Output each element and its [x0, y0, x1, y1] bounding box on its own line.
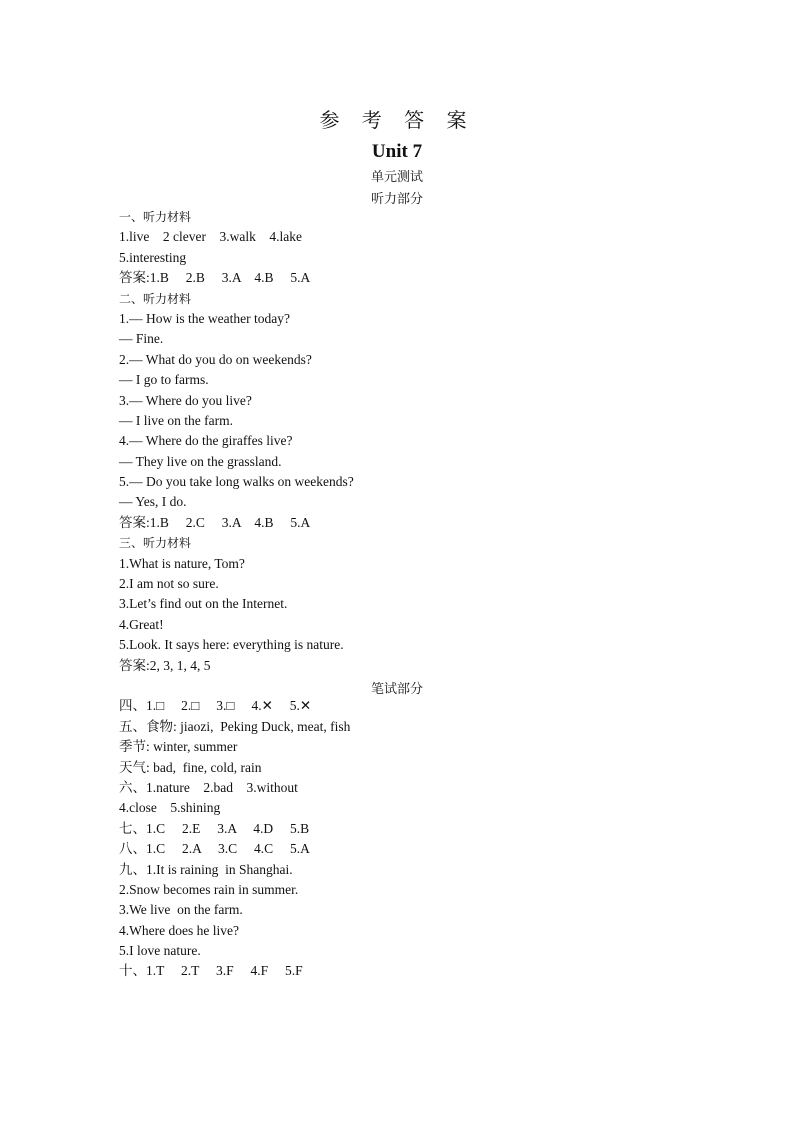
list-item: 七、1.C 2.E 3.A 4.D 5.B	[119, 820, 310, 836]
answer-line-3: 答案:2, 3, 1, 4, 5	[119, 657, 211, 673]
section-heading-3: 三、听力材料	[119, 536, 192, 551]
list-item: 2.I am not so sure.	[119, 576, 219, 592]
list-item: 4.Where does he live?	[119, 922, 239, 938]
list-item: 1.live 2 clever 3.walk 4.lake	[119, 229, 302, 245]
page-title: 参 考 答 案	[319, 108, 475, 132]
unit-test-subtitle: 单元测试	[370, 170, 423, 185]
list-item: 五、食物: jiaozi, Peking Duck, meat, fish	[119, 718, 351, 734]
list-item: 四、1.□ 2.□ 3.□ 4.✕ 5.✕	[119, 698, 312, 714]
list-item: 1.— How is the weather today?	[119, 310, 290, 326]
answer-line-2: 答案:1.B 2.C 3.A 4.B 5.A	[119, 514, 311, 530]
list-item: 十、1.T 2.T 3.F 4.F 5.F	[119, 963, 303, 979]
unit-title: Unit 7	[371, 141, 423, 162]
list-item: — Fine.	[119, 331, 164, 347]
list-item: 4.Great!	[119, 616, 164, 632]
list-item: 2.— What do you do on weekends?	[119, 351, 312, 367]
section-heading-1: 一、听力材料	[119, 210, 192, 224]
list-item: 六、1.nature 2.bad 3.without	[119, 779, 298, 795]
list-item: 季节: winter, summer	[119, 739, 238, 755]
list-item: 5.I love nature.	[119, 943, 201, 959]
list-item: 4.close 5.shining	[119, 800, 221, 816]
list-item: 八、1.C 2.A 3.C 4.C 5.A	[119, 841, 310, 857]
list-item: — I live on the farm.	[119, 412, 233, 428]
answer-lines	[119, 207, 719, 982]
listening-part-subtitle: 听力部分	[370, 192, 423, 207]
list-item: 5.— Do you take long walks on weekends?	[119, 474, 354, 490]
list-item: 九、1.It is raining in Shanghai.	[119, 861, 293, 877]
list-item: 5.Look. It says here: everything is nature.	[119, 637, 344, 653]
list-item: 4.— Where do the giraffes live?	[119, 433, 293, 449]
list-item: 3.Let’s find out on the Internet.	[119, 596, 288, 612]
list-item: 3.We live on the farm.	[119, 902, 243, 918]
list-item: — Yes, I do.	[119, 494, 187, 510]
list-item: 1.What is nature, Tom?	[119, 555, 245, 571]
written-part-heading: 笔试部分	[370, 682, 423, 697]
list-item: — I go to farms.	[119, 372, 209, 388]
answer-line-1: 答案:1.B 2.B 3.A 4.B 5.A	[119, 270, 311, 286]
list-item: 5.interesting	[119, 249, 187, 265]
list-item: 天气: bad, fine, cold, rain	[119, 759, 262, 775]
list-item: 2.Snow becomes rain in summer.	[119, 881, 299, 897]
list-item: — They live on the grassland.	[119, 453, 282, 469]
section-heading-2: 二、听力材料	[119, 291, 192, 306]
list-item: 3.— Where do you live?	[119, 392, 252, 408]
